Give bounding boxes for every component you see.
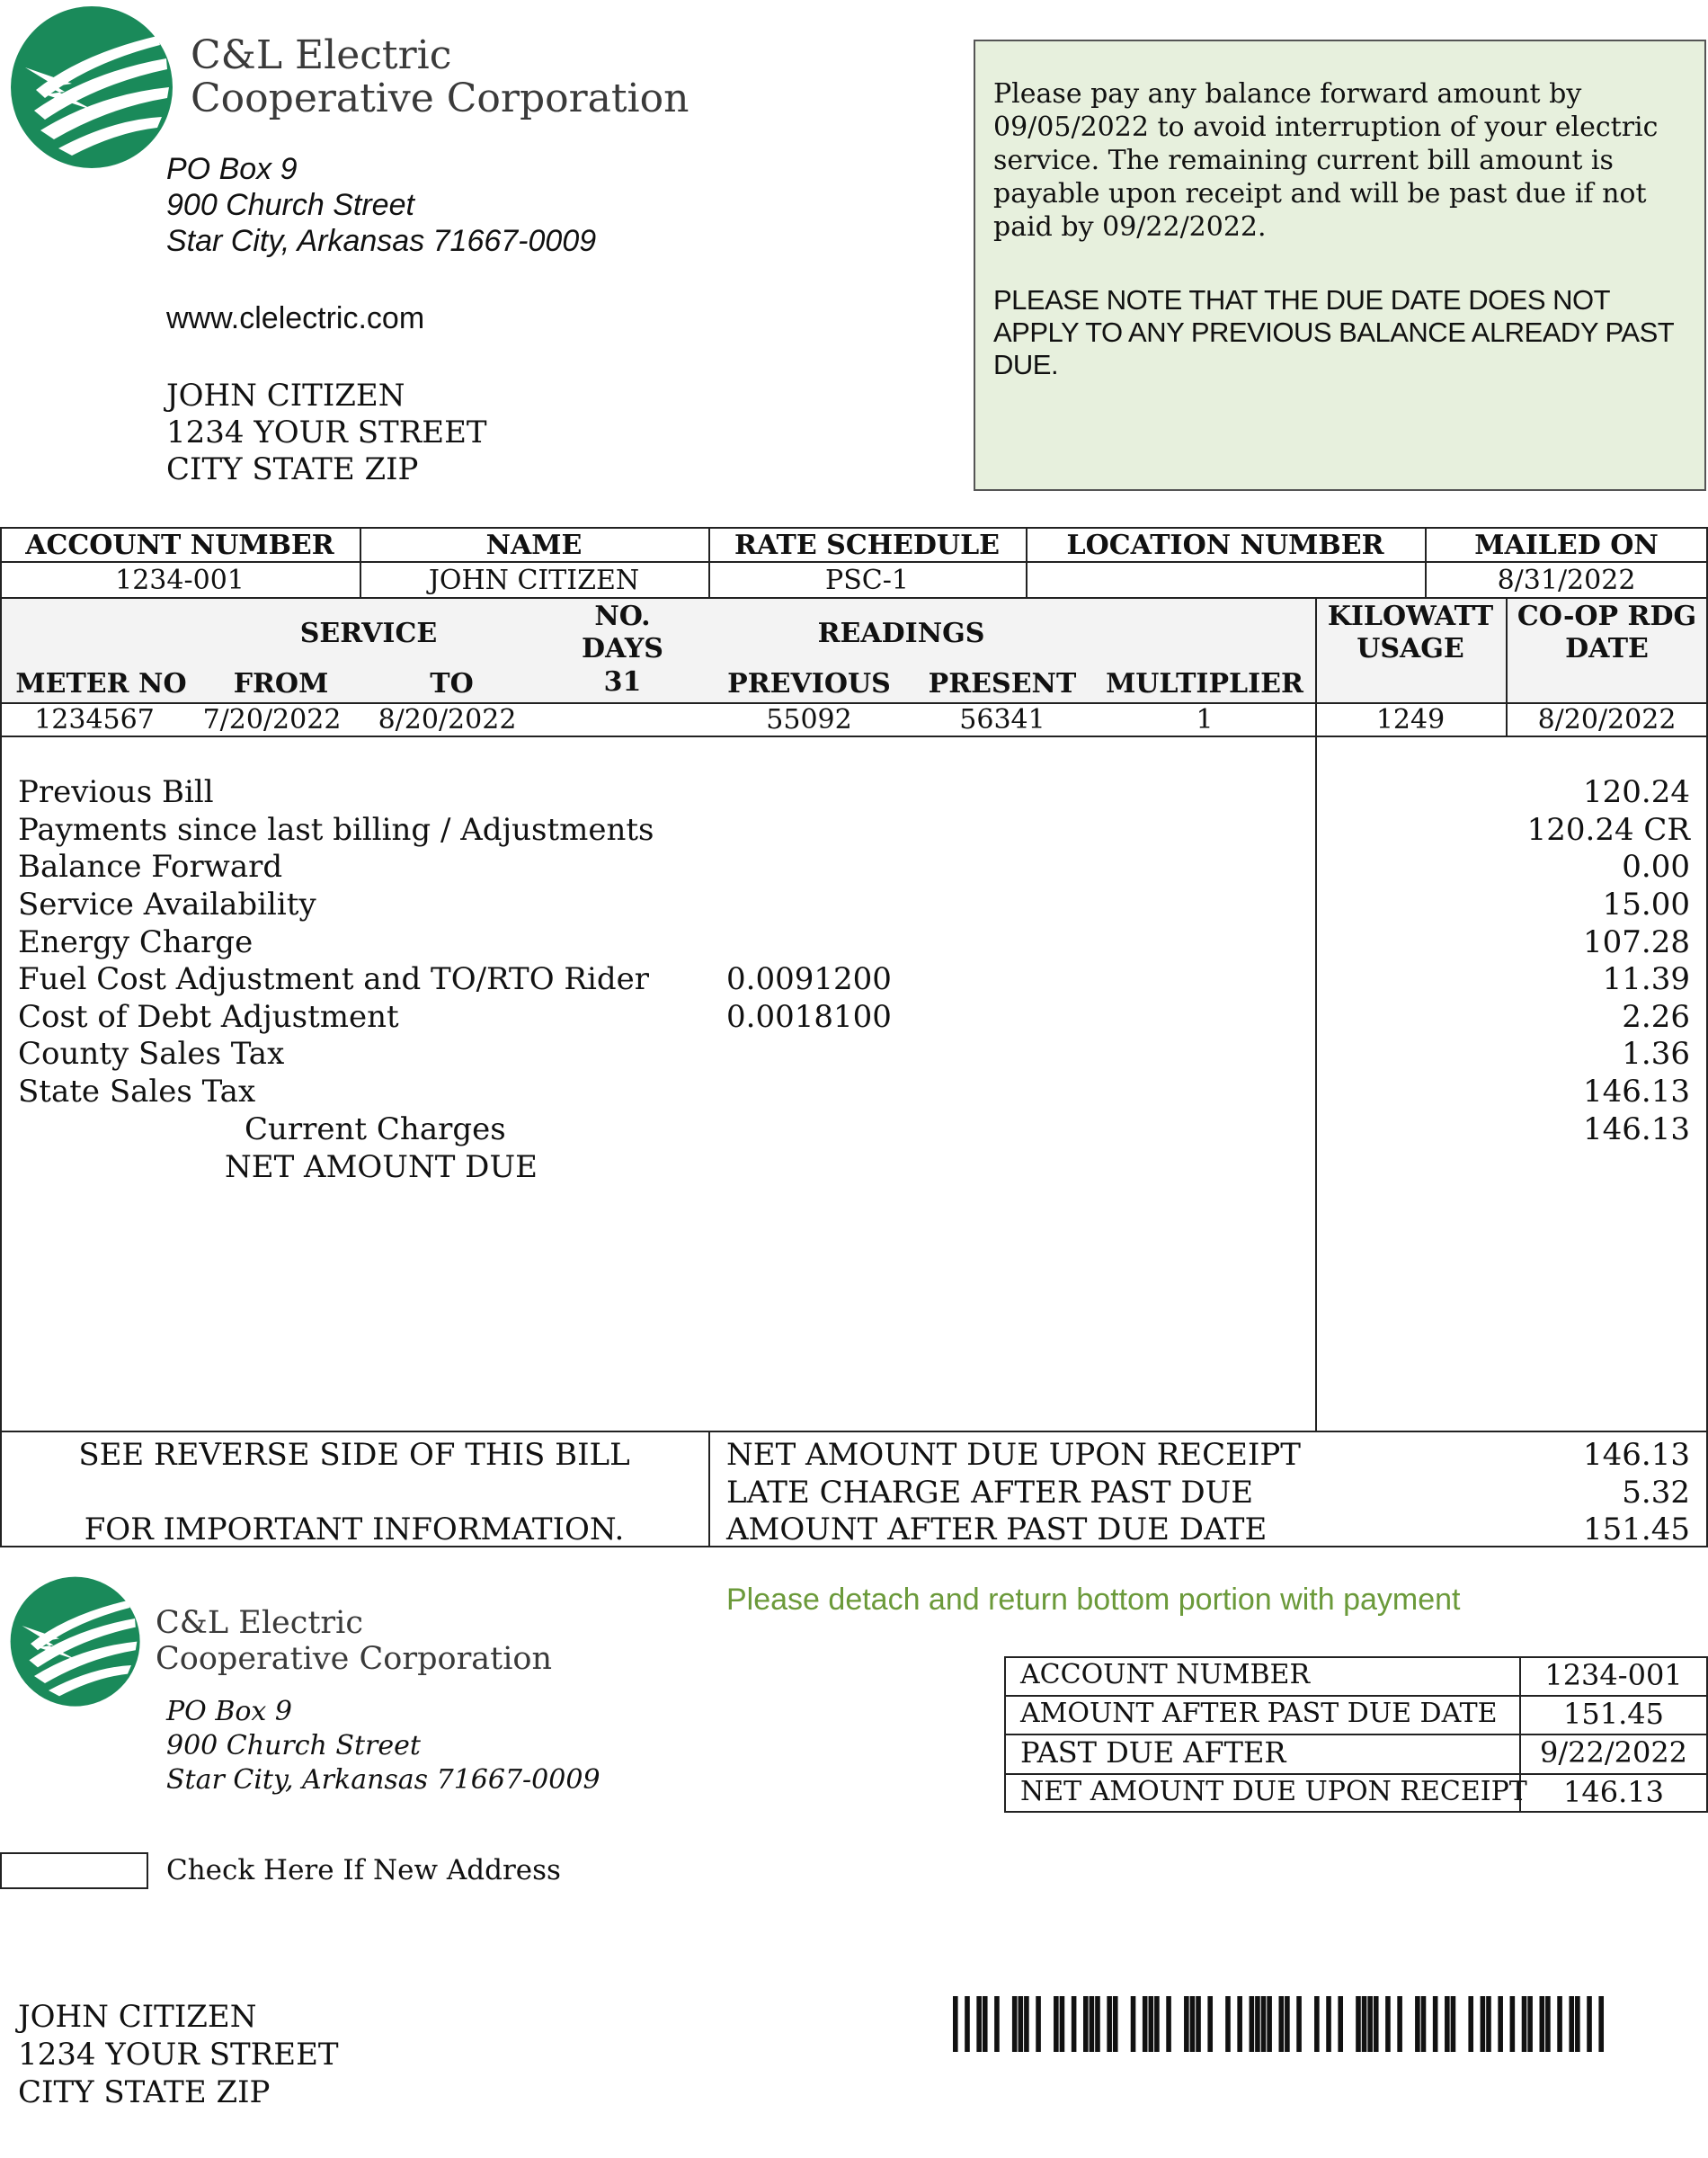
summary-amount: 151.45	[1583, 1511, 1690, 1547]
charge-label: Balance Forward	[18, 849, 283, 885]
stub-value: 9/22/2022	[1539, 1735, 1688, 1770]
present-value: 56341	[959, 704, 1045, 736]
barcode-bar	[1090, 1996, 1095, 2052]
days-value: 31	[603, 666, 642, 698]
customer-street: 1234 YOUR STREET	[18, 2037, 339, 2073]
summary-label: NET AMOUNT DUE UPON RECEIPT	[726, 1437, 1301, 1473]
address-line: PO Box 9	[166, 152, 298, 186]
company-logo	[9, 1575, 142, 1708]
summary-label: LATE CHARGE AFTER PAST DUE	[726, 1475, 1254, 1511]
multiplier-value: 1	[1196, 704, 1214, 736]
summary-amount: 5.32	[1622, 1475, 1690, 1511]
barcode-bar	[1261, 1996, 1267, 2052]
barcode-bar	[1054, 1996, 1059, 2052]
barcode-bar	[1012, 1996, 1018, 2052]
barcode-bar	[1374, 1996, 1379, 2052]
charge-amount: 107.28	[1583, 924, 1690, 960]
barcode-bar	[1362, 1996, 1367, 2052]
barcode-bar	[1557, 1996, 1562, 2052]
barcode-bar	[1587, 1996, 1592, 2052]
barcode-bar	[1060, 1996, 1065, 2052]
charge-amount: 120.24 CR	[1526, 812, 1690, 848]
charge-label: Previous Bill	[18, 774, 214, 810]
stub-label: ACCOUNT NUMBER	[1020, 1659, 1311, 1690]
barcode-bar	[1250, 1996, 1255, 2052]
summary-amount: 146.13	[1583, 1437, 1690, 1473]
charge-amount: 0.00	[1622, 849, 1690, 885]
current-charges-amount: 146.13	[1583, 1111, 1690, 1147]
barcode-bar	[1083, 1996, 1089, 2052]
days-header-line2: DAYS	[582, 633, 663, 664]
barcode-bar	[1540, 1996, 1545, 2052]
previous-value: 55092	[766, 704, 852, 736]
barcode-bar	[1385, 1996, 1391, 2052]
customer-street: 1234 YOUR STREET	[166, 415, 487, 450]
barcode-bar	[1415, 1996, 1420, 2052]
notice-warning: PLEASE NOTE THAT THE DUE DATE DOES NOT APPLY TO ANY PREVIOUS BALANCE ALREADY PAST DUE.	[993, 284, 1674, 380]
rdg-date-value: 8/20/2022	[1537, 704, 1677, 736]
charge-amount: 146.13	[1583, 1074, 1690, 1110]
barcode-bar	[976, 1996, 982, 2052]
barcode-bar	[1498, 1996, 1503, 2052]
charge-rate: 0.0018100	[726, 999, 892, 1035]
charge-label: Energy Charge	[18, 924, 254, 960]
barcode-bar	[1255, 1996, 1260, 2052]
barcode-bar	[983, 1996, 988, 2052]
mailed-on-header: MAILED ON	[1474, 530, 1659, 561]
name-header: NAME	[485, 530, 583, 561]
charge-amount: 15.00	[1602, 887, 1690, 923]
charge-rate: 0.0091200	[726, 961, 892, 997]
barcode-bar	[1433, 1996, 1438, 2052]
barcode-bar	[1296, 1996, 1302, 2052]
to-header: TO	[430, 668, 474, 700]
barcode-bar	[1072, 1996, 1077, 2052]
company-name	[191, 34, 689, 120]
barcode-bar	[1237, 1996, 1242, 2052]
company-name-line2: Cooperative Corporation	[156, 1641, 553, 1677]
company-name-line1: C&L Electric	[156, 1605, 363, 1641]
kwh-header-line2: USAGE	[1357, 633, 1464, 664]
rate-schedule-value: PSC-1	[825, 565, 909, 596]
barcode-bar	[1166, 1996, 1171, 2052]
barcode-bar	[1207, 1996, 1213, 2052]
barcode-bar	[1445, 1996, 1450, 2052]
charge-amount: 2.26	[1622, 999, 1690, 1035]
barcode-bar	[1527, 1996, 1533, 2052]
barcode-bar	[1486, 1996, 1491, 2052]
see-reverse-line2: FOR IMPORTANT INFORMATION.	[84, 1511, 625, 1547]
charge-label: Payments since last billing / Adjustments	[18, 812, 654, 848]
barcode-bar	[1143, 1996, 1148, 2052]
barcode-bar	[1131, 1996, 1136, 2052]
barcode-bar	[1367, 1996, 1373, 2052]
address-line: Star City, Arkansas 71667-0009	[166, 224, 597, 258]
barcode-bar	[1397, 1996, 1402, 2052]
meter-no-header: METER NO	[15, 668, 187, 700]
company-name	[156, 1605, 552, 1677]
present-header: PRESENT	[928, 668, 1077, 700]
barcode-bar	[1468, 1996, 1473, 2052]
barcode-bar	[1545, 1996, 1551, 2052]
summary-label: AMOUNT AFTER PAST DUE DATE	[726, 1511, 1268, 1547]
notice-paragraph: Please pay any balance forward amount by 09/05/2022 to avoid interruption of your electric service. The remaining current bill amount is payable upon receipt and will be past due if not paid by 09/22/2022.	[993, 78, 1659, 243]
company-website[interactable]: www.clelectric.com	[166, 301, 425, 335]
barcode-bar	[1326, 1996, 1331, 2052]
barcode-bar	[994, 1996, 1000, 2052]
barcode-bar	[1190, 1996, 1196, 2052]
payment-notice	[974, 40, 1706, 491]
net-amount-due-label: NET AMOUNT DUE	[225, 1149, 538, 1185]
barcode-bar	[1095, 1996, 1100, 2052]
barcode-bar	[1598, 1996, 1604, 2052]
barcode-bar	[1279, 1996, 1285, 2052]
customer-city: CITY STATE ZIP	[18, 2074, 271, 2110]
stub-label: PAST DUE AFTER	[1020, 1735, 1286, 1770]
barcode-bar	[1036, 1996, 1041, 2052]
address-line: 900 Church Street	[166, 188, 414, 222]
detach-instruction: Please detach and return bottom portion with payment	[726, 1583, 1461, 1617]
charge-label: County Sales Tax	[18, 1036, 285, 1072]
postal-barcode	[953, 1996, 1605, 2052]
barcode-bar	[1285, 1996, 1290, 2052]
barcode-bar	[1314, 1996, 1320, 2052]
address-line: Star City, Arkansas 71667-0009	[166, 1764, 600, 1796]
barcode-bar	[1356, 1996, 1361, 2052]
account-number-value: 1234-001	[115, 565, 245, 596]
customer-address	[166, 378, 487, 488]
new-address-label: Check Here If New Address	[166, 1854, 561, 1886]
barcode-bar	[1267, 1996, 1272, 2052]
from-value: 7/20/2022	[202, 704, 342, 736]
barcode-bar	[1019, 1996, 1024, 2052]
barcode-bar	[1184, 1996, 1189, 2052]
company-logo	[9, 4, 175, 171]
location-number-header: LOCATION NUMBER	[1066, 530, 1384, 561]
barcode-bar	[1421, 1996, 1427, 2052]
charge-label: Service Availability	[18, 887, 316, 923]
address-line: PO Box 9	[166, 1696, 292, 1727]
charge-label: State Sales Tax	[18, 1074, 256, 1110]
days-header-line1: NO.	[594, 601, 651, 632]
readings-header: READINGS	[817, 618, 985, 649]
from-header: FROM	[233, 668, 329, 700]
company-name-line1: C&L Electric	[191, 32, 452, 78]
name-value: JOHN CITIZEN	[428, 565, 640, 596]
rdg-date-header-line2: DATE	[1565, 633, 1649, 664]
address-line: 900 Church Street	[166, 1730, 421, 1761]
stub-label: AMOUNT AFTER PAST DUE DATE	[1020, 1698, 1498, 1729]
barcode-bar	[1522, 1996, 1527, 2052]
barcode-bar	[1107, 1996, 1112, 2052]
account-number-header: ACCOUNT NUMBER	[25, 530, 334, 561]
stub-value: 151.45	[1563, 1697, 1664, 1731]
mailed-on-value: 8/31/2022	[1497, 565, 1636, 596]
to-value: 8/20/2022	[378, 704, 517, 736]
barcode-bar	[1154, 1996, 1160, 2052]
stub-label: NET AMOUNT DUE UPON RECEIPT	[1020, 1776, 1527, 1807]
new-address-checkbox[interactable]	[0, 1852, 148, 1889]
customer-city: CITY STATE ZIP	[166, 451, 419, 487]
stub-value: 1234-001	[1544, 1658, 1683, 1692]
company-address	[166, 151, 596, 259]
barcode-bar	[1113, 1996, 1118, 2052]
see-reverse-line1: SEE REVERSE SIDE OF THIS BILL	[78, 1437, 630, 1473]
barcode-bar	[953, 1996, 958, 2052]
stub-company-address	[166, 1695, 600, 1797]
service-header: SERVICE	[299, 618, 438, 649]
barcode-bar	[1149, 1996, 1154, 2052]
current-charges-label: Current Charges	[245, 1111, 506, 1147]
barcode-bar	[965, 1996, 970, 2052]
barcode-bar	[1510, 1996, 1516, 2052]
kwh-value: 1249	[1375, 704, 1446, 736]
charge-amount: 11.39	[1602, 961, 1690, 997]
previous-header: PREVIOUS	[727, 668, 891, 700]
rdg-date-header-line1: CO-OP RDG	[1517, 601, 1697, 632]
barcode-bar	[1225, 1996, 1231, 2052]
company-name-line2: Cooperative Corporation	[191, 76, 689, 121]
barcode-bar	[1575, 1996, 1580, 2052]
customer-name: JOHN CITIZEN	[166, 378, 405, 414]
charge-label: Fuel Cost Adjustment and TO/RTO Rider	[18, 961, 650, 997]
barcode-bar	[1569, 1996, 1574, 2052]
charge-label: Cost of Debt Adjustment	[18, 999, 399, 1035]
stub-value: 146.13	[1563, 1775, 1664, 1809]
charge-amount: 120.24	[1583, 774, 1690, 810]
barcode-bar	[1024, 1996, 1029, 2052]
rate-schedule-header: RATE SCHEDULE	[734, 530, 1001, 561]
barcode-bar	[1481, 1996, 1486, 2052]
charge-amount: 1.36	[1622, 1036, 1690, 1072]
kwh-header-line1: KILOWATT	[1327, 601, 1494, 632]
stub-customer-address	[18, 1998, 339, 2111]
meter-no-value: 1234567	[34, 704, 155, 736]
barcode-bar	[1196, 1996, 1201, 2052]
barcode-bar	[1451, 1996, 1456, 2052]
barcode-bar	[1338, 1996, 1343, 2052]
multiplier-header: MULTIPLIER	[1106, 668, 1303, 700]
customer-name: JOHN CITIZEN	[18, 1999, 257, 2035]
